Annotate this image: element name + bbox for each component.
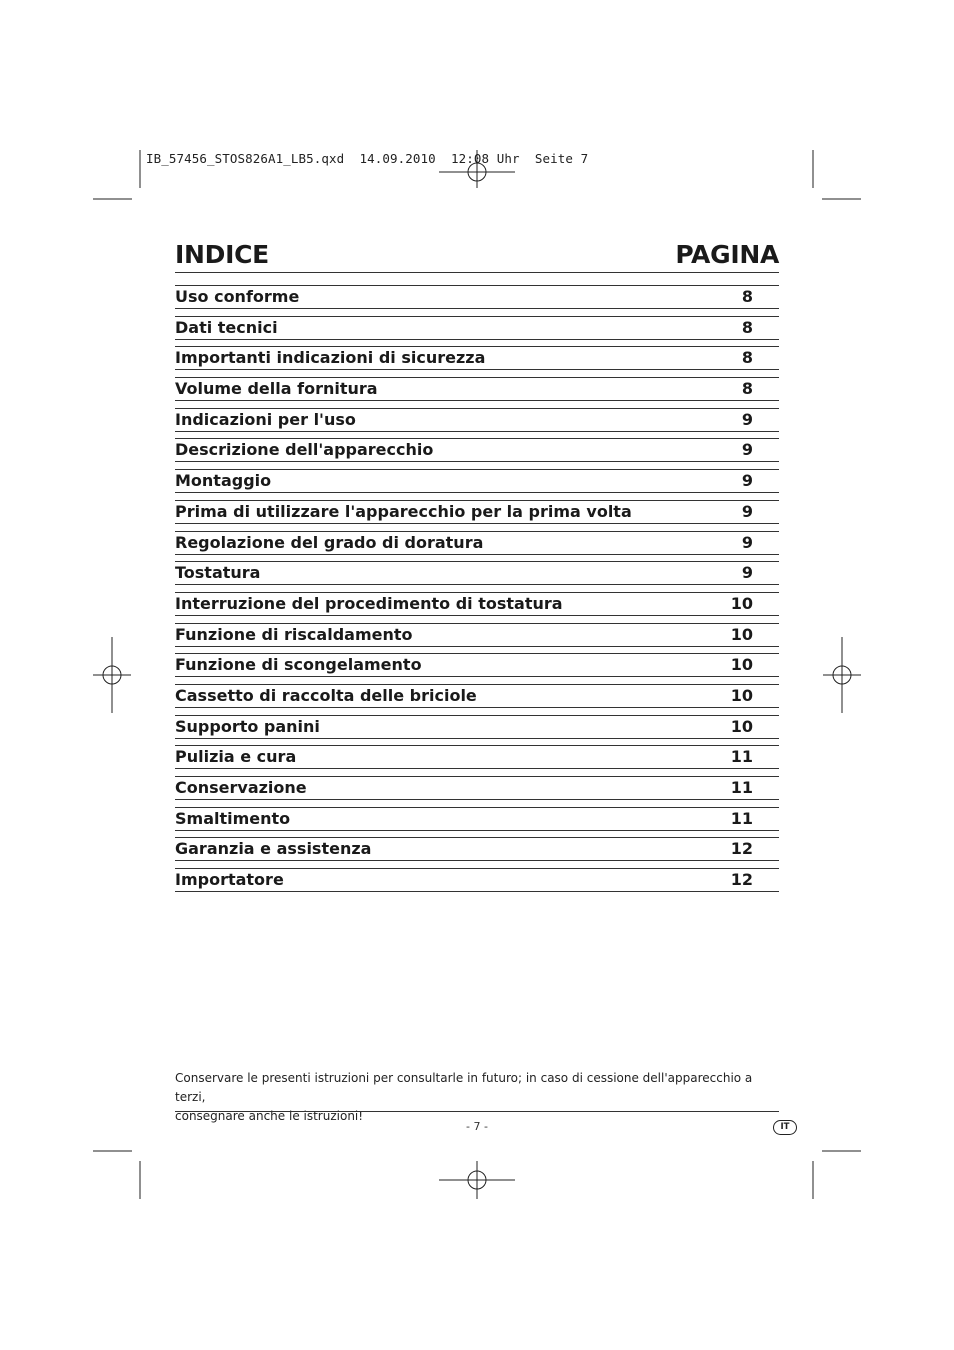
toc-entry-page: 8 bbox=[741, 287, 753, 306]
toc-entry-label: Conservazione bbox=[175, 778, 307, 797]
toc-entry-label: Regolazione del grado di doratura bbox=[175, 532, 484, 552]
toc-row bbox=[175, 776, 779, 800]
index-title: INDICE bbox=[175, 240, 269, 269]
toc-row bbox=[175, 684, 779, 708]
toc-row bbox=[175, 623, 779, 647]
toc-entry-page: 11 bbox=[730, 808, 753, 828]
table-of-contents bbox=[175, 285, 779, 899]
toc-row bbox=[175, 469, 779, 493]
footer-note bbox=[175, 1069, 775, 1126]
toc-entry-label: Supporto panini bbox=[175, 716, 320, 736]
footer-note-line: Conservare le presenti istruzioni per consultarle in futuro; in caso di cessione dell'apparecchio a terzi, bbox=[175, 1071, 753, 1104]
toc-entry-label: Pulizia e cura bbox=[175, 747, 297, 767]
toc-row bbox=[175, 592, 779, 616]
toc-entry-page: 8 bbox=[741, 348, 753, 368]
footer-note-line: consegnare anche le istruzioni! bbox=[175, 1109, 364, 1123]
toc-entry-label: Importatore bbox=[175, 870, 284, 890]
toc-entry-page: 10 bbox=[730, 685, 753, 705]
toc-entry-label: Funzione di riscaldamento bbox=[175, 624, 413, 644]
toc-entry-label: Prima di utilizzare l'apparecchio per la prima volta bbox=[175, 501, 632, 521]
toc-entry-page: 8 bbox=[741, 379, 753, 399]
toc-entry-page: 9 bbox=[741, 440, 753, 460]
toc-entry-label: Montaggio bbox=[175, 471, 272, 491]
toc-entry-page: 12 bbox=[730, 839, 753, 859]
toc-row bbox=[175, 346, 779, 370]
toc-entry-page: 10 bbox=[730, 716, 753, 736]
toc-entry-page: 11 bbox=[730, 778, 753, 797]
toc-entry-page: 10 bbox=[730, 624, 753, 644]
toc-entry-label: Indicazioni per l'uso bbox=[175, 409, 356, 429]
toc-entry-label: Volume della fornitura bbox=[175, 379, 378, 399]
toc-entry-label: Funzione di scongelamento bbox=[175, 655, 422, 675]
toc-row bbox=[175, 285, 779, 309]
toc-entry-label: Interruzione del procedimento di tostatura bbox=[175, 593, 563, 613]
toc-row bbox=[175, 745, 779, 769]
toc-row bbox=[175, 715, 779, 739]
toc-entry-page: 9 bbox=[741, 501, 753, 521]
toc-entry-page: 8 bbox=[741, 317, 753, 337]
page-number: - 7 - bbox=[466, 1120, 488, 1133]
toc-row bbox=[175, 377, 779, 401]
toc-entry-page: 9 bbox=[741, 563, 753, 583]
toc-entry-label: Uso conforme bbox=[175, 287, 300, 306]
toc-entry-label: Smaltimento bbox=[175, 808, 291, 828]
toc-entry-page: 9 bbox=[741, 471, 753, 491]
header-rule bbox=[175, 272, 779, 273]
toc-entry-label: Importanti indicazioni di sicurezza bbox=[175, 348, 486, 368]
toc-row bbox=[175, 500, 779, 524]
toc-row bbox=[175, 438, 779, 462]
toc-entry-label: Descrizione dell'apparecchio bbox=[175, 440, 434, 460]
print-slug-line: IB_57456_STOS826A1_LB5.qxd 14.09.2010 12:08 Uhr Seite 7 bbox=[146, 151, 589, 166]
toc-entry-label: Dati tecnici bbox=[175, 317, 278, 337]
toc-entry-page: 10 bbox=[730, 593, 753, 613]
toc-row bbox=[175, 653, 779, 677]
toc-row bbox=[175, 316, 779, 340]
toc-row bbox=[175, 408, 779, 432]
language-badge: IT bbox=[773, 1120, 797, 1135]
toc-entry-page: 10 bbox=[730, 655, 753, 675]
toc-row bbox=[175, 837, 779, 861]
toc-entry-label: Garanzia e assistenza bbox=[175, 839, 372, 859]
toc-row bbox=[175, 531, 779, 555]
toc-entry-label: Tostatura bbox=[175, 563, 261, 583]
toc-entry-label: Cassetto di raccolta delle briciole bbox=[175, 685, 477, 705]
toc-row bbox=[175, 868, 779, 892]
toc-entry-page: 9 bbox=[741, 532, 753, 552]
toc-entry-page: 12 bbox=[730, 870, 753, 890]
toc-entry-page: 11 bbox=[730, 747, 753, 767]
toc-row bbox=[175, 561, 779, 585]
toc-row bbox=[175, 807, 779, 831]
page-column-title: PAGINA bbox=[675, 240, 779, 269]
footer-rule bbox=[175, 1111, 779, 1112]
toc-entry-page: 9 bbox=[741, 409, 753, 429]
